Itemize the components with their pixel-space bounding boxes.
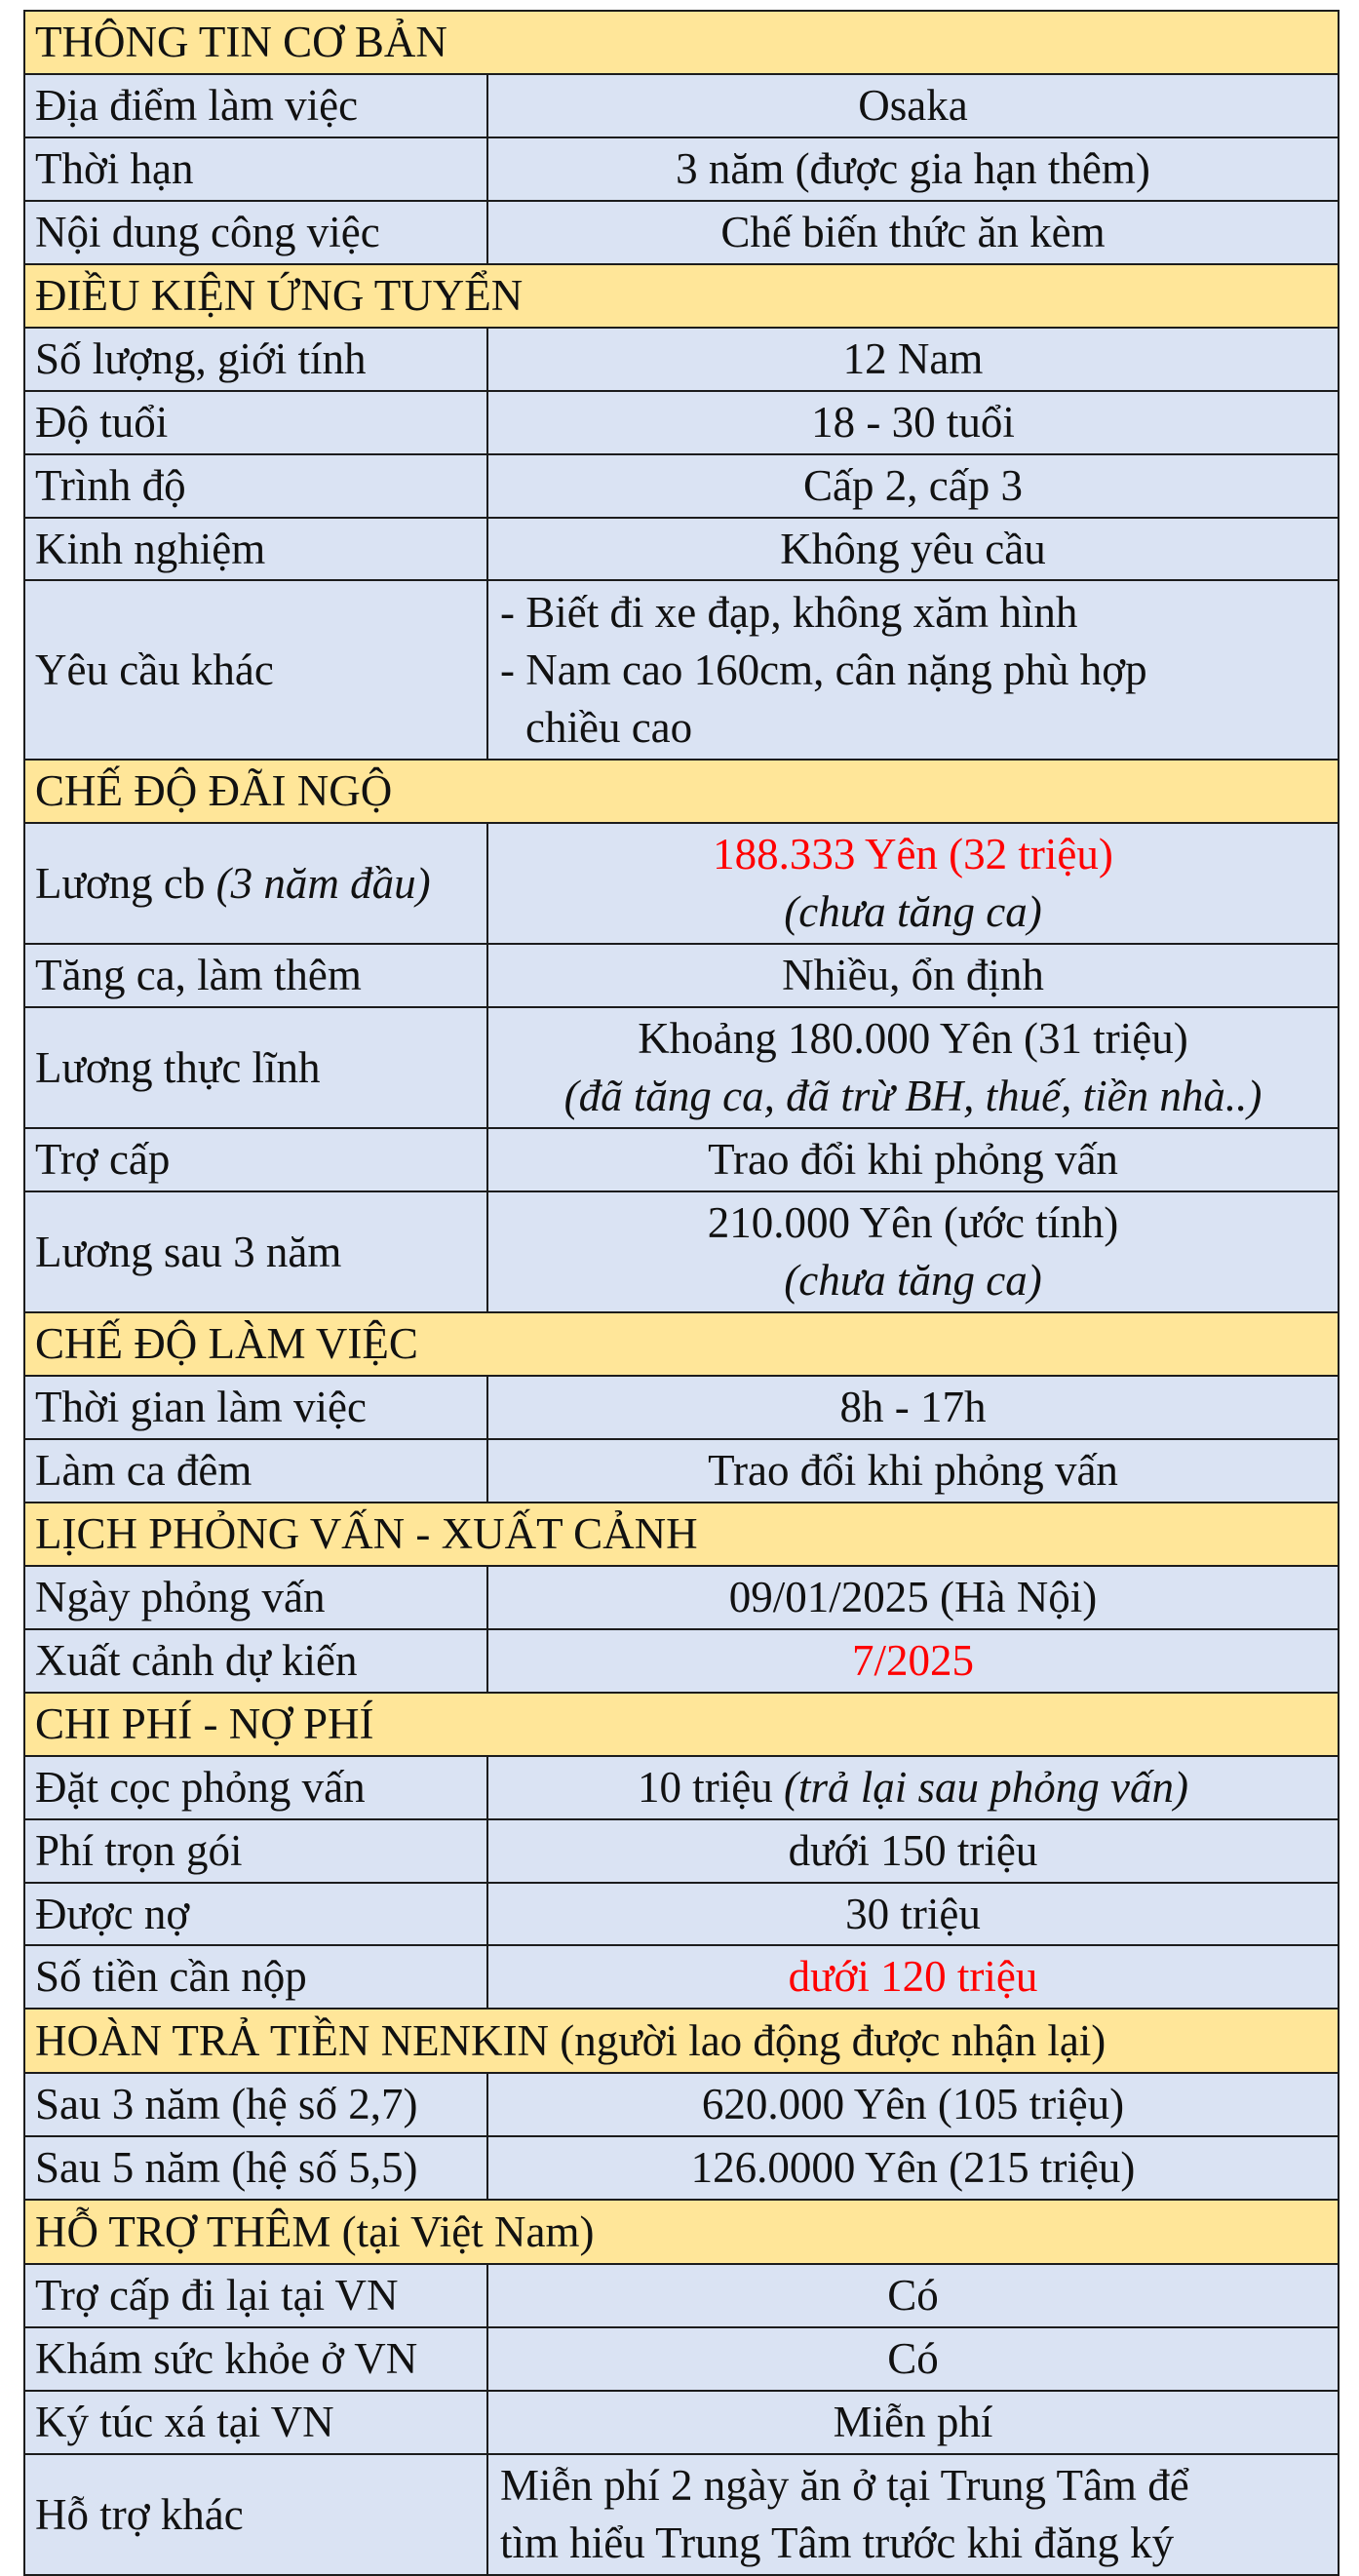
row-value-refund-3-years: 620.000 Yên (105 triệu): [487, 2073, 1339, 2136]
row-value-night-shift: Trao đổi khi phỏng vấn: [487, 1439, 1339, 1503]
job-info-table: [23, 10, 1340, 2576]
row-value-education: Cấp 2, cấp 3: [487, 454, 1339, 518]
row-label-refund-5-years: Sau 5 năm (hệ số 5,5): [24, 2136, 487, 2200]
table-row: [24, 1883, 1339, 1946]
row-value-dormitory: Miễn phí: [487, 2391, 1339, 2454]
table-row: [24, 1629, 1339, 1693]
section-title-benefits: CHẾ ĐỘ ĐÃI NGỘ: [24, 760, 1339, 823]
section-title-nenkin-refund: HOÀN TRẢ TIỀN NENKIN (người lao động được nhận lại): [24, 2009, 1339, 2073]
row-label-overtime: Tăng ca, làm thêm: [24, 944, 487, 1007]
table-row: [24, 518, 1339, 581]
row-value-overtime: Nhiều, ổn định: [487, 944, 1339, 1007]
row-value-debt-allowed: 30 triệu: [487, 1883, 1339, 1946]
section-header-row: [24, 1503, 1339, 1566]
section-title-extra-support: HỖ TRỢ THÊM (tại Việt Nam): [24, 2200, 1339, 2264]
row-value-package-fee: dưới 150 triệu: [487, 1819, 1339, 1883]
row-value-interview-deposit: [487, 1756, 1339, 1819]
row-label-interview-deposit: Đặt cọc phỏng vấn: [24, 1756, 487, 1819]
row-value-departure: 7/2025: [487, 1629, 1339, 1693]
table-row: [24, 1756, 1339, 1819]
row-label-amount-due: Số tiền cần nộp: [24, 1945, 487, 2009]
table-row: [24, 328, 1339, 391]
salary-after-3-years-note: (chưa tăng ca): [784, 1256, 1042, 1305]
net-salary-amount: Khoảng 180.000 Yên (31 triệu): [638, 1014, 1188, 1064]
table-row: [24, 2073, 1339, 2136]
row-label-allowance: Trợ cấp: [24, 1128, 487, 1191]
row-value-experience: Không yêu cầu: [487, 518, 1339, 581]
deposit-note: (trả lại sau phỏng vấn): [783, 1762, 1188, 1812]
table-row: [24, 823, 1339, 944]
table-row: [24, 580, 1339, 760]
row-label-age: Độ tuổi: [24, 391, 487, 454]
row-label-other-requirements: Yêu cầu khác: [24, 580, 487, 760]
row-label-dormitory: Ký túc xá tại VN: [24, 2391, 487, 2454]
row-label-package-fee: Phí trọn gói: [24, 1819, 487, 1883]
base-salary-amount: 188.333 Yên (32 triệu): [713, 830, 1113, 879]
table-row: [24, 2136, 1339, 2200]
requirement-line: - Nam cao 160cm, cân nặng phù hợp: [500, 644, 1147, 694]
section-title-work-regime: CHẾ ĐỘ LÀM VIỆC: [24, 1312, 1339, 1376]
row-value-travel-allowance: Có: [487, 2264, 1339, 2327]
net-salary-note: (đã tăng ca, đã trừ BH, thuế, tiền nhà..): [563, 1072, 1262, 1121]
table-row: [24, 1007, 1339, 1128]
salary-after-3-years-amount: 210.000 Yên (ước tính): [707, 1198, 1119, 1248]
table-row: [24, 454, 1339, 518]
row-label-interview-date: Ngày phỏng vấn: [24, 1566, 487, 1629]
row-label-travel-allowance: Trợ cấp đi lại tại VN: [24, 2264, 487, 2327]
section-title-basic-info: THÔNG TIN CƠ BẢN: [24, 11, 1339, 74]
row-value-base-salary: [487, 823, 1339, 944]
table-row: [24, 2454, 1339, 2575]
row-value-amount-due: dưới 120 triệu: [487, 1945, 1339, 2009]
base-salary-label: Lương cb: [35, 858, 206, 908]
table-row: [24, 74, 1339, 137]
section-header-row: [24, 1312, 1339, 1376]
requirement-line: - Biết đi xe đạp, không xăm hình: [500, 588, 1078, 638]
table-row: [24, 2327, 1339, 2391]
section-header-row: [24, 264, 1339, 328]
section-title-requirements: ĐIỀU KIỆN ỨNG TUYỂN: [24, 264, 1339, 328]
section-title-costs: CHI PHÍ - NỢ PHÍ: [24, 1693, 1339, 1756]
table-row: [24, 1128, 1339, 1191]
base-salary-note: (chưa tăng ca): [784, 887, 1042, 937]
deposit-amount: 10 triệu: [638, 1762, 773, 1812]
table-row: [24, 2264, 1339, 2327]
row-label-salary-after-3-years: Lương sau 3 năm: [24, 1191, 487, 1312]
table-row: [24, 1819, 1339, 1883]
table-row: [24, 1945, 1339, 2009]
row-value-salary-after-3-years: [487, 1191, 1339, 1312]
section-header-row: [24, 11, 1339, 74]
row-label-net-salary: Lương thực lĩnh: [24, 1007, 487, 1128]
row-value-other-requirements: [487, 580, 1339, 760]
other-support-line: tìm hiểu Trung Tâm trước khi đăng ký: [500, 2518, 1175, 2567]
table-row: [24, 137, 1339, 201]
row-label-health-check: Khám sức khỏe ở VN: [24, 2327, 487, 2391]
row-value-allowance: Trao đổi khi phỏng vấn: [487, 1128, 1339, 1191]
row-value-refund-5-years: 126.0000 Yên (215 triệu): [487, 2136, 1339, 2200]
row-label-other-support: Hỗ trợ khác: [24, 2454, 487, 2575]
table-row: [24, 1191, 1339, 1312]
table-row: [24, 1439, 1339, 1503]
row-label-base-salary: [24, 823, 487, 944]
table-row: [24, 2391, 1339, 2454]
row-label-work-location: Địa điểm làm việc: [24, 74, 487, 137]
section-header-row: [24, 1693, 1339, 1756]
row-value-work-location: Osaka: [487, 74, 1339, 137]
row-label-working-hours: Thời gian làm việc: [24, 1376, 487, 1439]
table-row: [24, 1566, 1339, 1629]
table-row: [24, 1376, 1339, 1439]
table-row: [24, 944, 1339, 1007]
section-header-row: [24, 2200, 1339, 2264]
table-row: [24, 201, 1339, 264]
row-label-debt-allowed: Được nợ: [24, 1883, 487, 1946]
row-value-contract-term: 3 năm (được gia hạn thêm): [487, 137, 1339, 201]
row-label-experience: Kinh nghiệm: [24, 518, 487, 581]
row-label-job-content: Nội dung công việc: [24, 201, 487, 264]
row-label-departure: Xuất cảnh dự kiến: [24, 1629, 487, 1693]
row-value-health-check: Có: [487, 2327, 1339, 2391]
table-row: [24, 391, 1339, 454]
section-title-schedule: LỊCH PHỎNG VẤN - XUẤT CẢNH: [24, 1503, 1339, 1566]
row-value-working-hours: 8h - 17h: [487, 1376, 1339, 1439]
row-value-quantity-gender: 12 Nam: [487, 328, 1339, 391]
row-value-other-support: [487, 2454, 1339, 2575]
section-header-row: [24, 760, 1339, 823]
row-value-interview-date: 09/01/2025 (Hà Nội): [487, 1566, 1339, 1629]
row-value-job-content: Chế biến thức ăn kèm: [487, 201, 1339, 264]
row-label-education: Trình độ: [24, 454, 487, 518]
base-salary-label-note: (3 năm đầu): [215, 858, 431, 908]
other-support-line: Miễn phí 2 ngày ăn ở tại Trung Tâm để: [500, 2461, 1189, 2511]
row-label-refund-3-years: Sau 3 năm (hệ số 2,7): [24, 2073, 487, 2136]
row-label-quantity-gender: Số lượng, giới tính: [24, 328, 487, 391]
row-label-night-shift: Làm ca đêm: [24, 1439, 487, 1503]
section-header-row: [24, 2009, 1339, 2073]
requirement-line: chiều cao: [525, 702, 693, 752]
row-label-contract-term: Thời hạn: [24, 137, 487, 201]
row-value-age: 18 - 30 tuổi: [487, 391, 1339, 454]
row-value-net-salary: [487, 1007, 1339, 1128]
